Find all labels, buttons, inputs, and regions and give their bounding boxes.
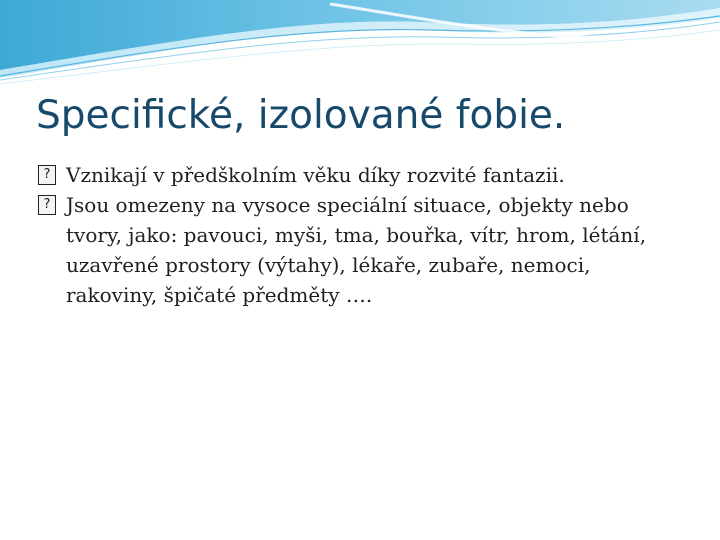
list-item: [38, 190, 678, 310]
slide-title: Specifické, izolované fobie.: [36, 93, 566, 138]
bullet-text: Jsou omezeny na vysoce speciální situace, objekty nebo tvory, jako: pavouci, myši, tma, bouřka, vítr, hrom, létání, uzavřené prostory (výtahy), lékaře, zubaře, nemoci, rakoviny, špičaté předměty ….: [66, 193, 647, 307]
bullet-list: [38, 160, 678, 310]
list-item: [38, 160, 678, 190]
header-wave-decoration: [0, 0, 720, 90]
bullet-text: Vznikají v předškolním věku díky rozvité fantazii.: [66, 163, 565, 187]
replacement-character-icon: ?: [38, 165, 56, 185]
replacement-character-icon: ?: [38, 195, 56, 215]
